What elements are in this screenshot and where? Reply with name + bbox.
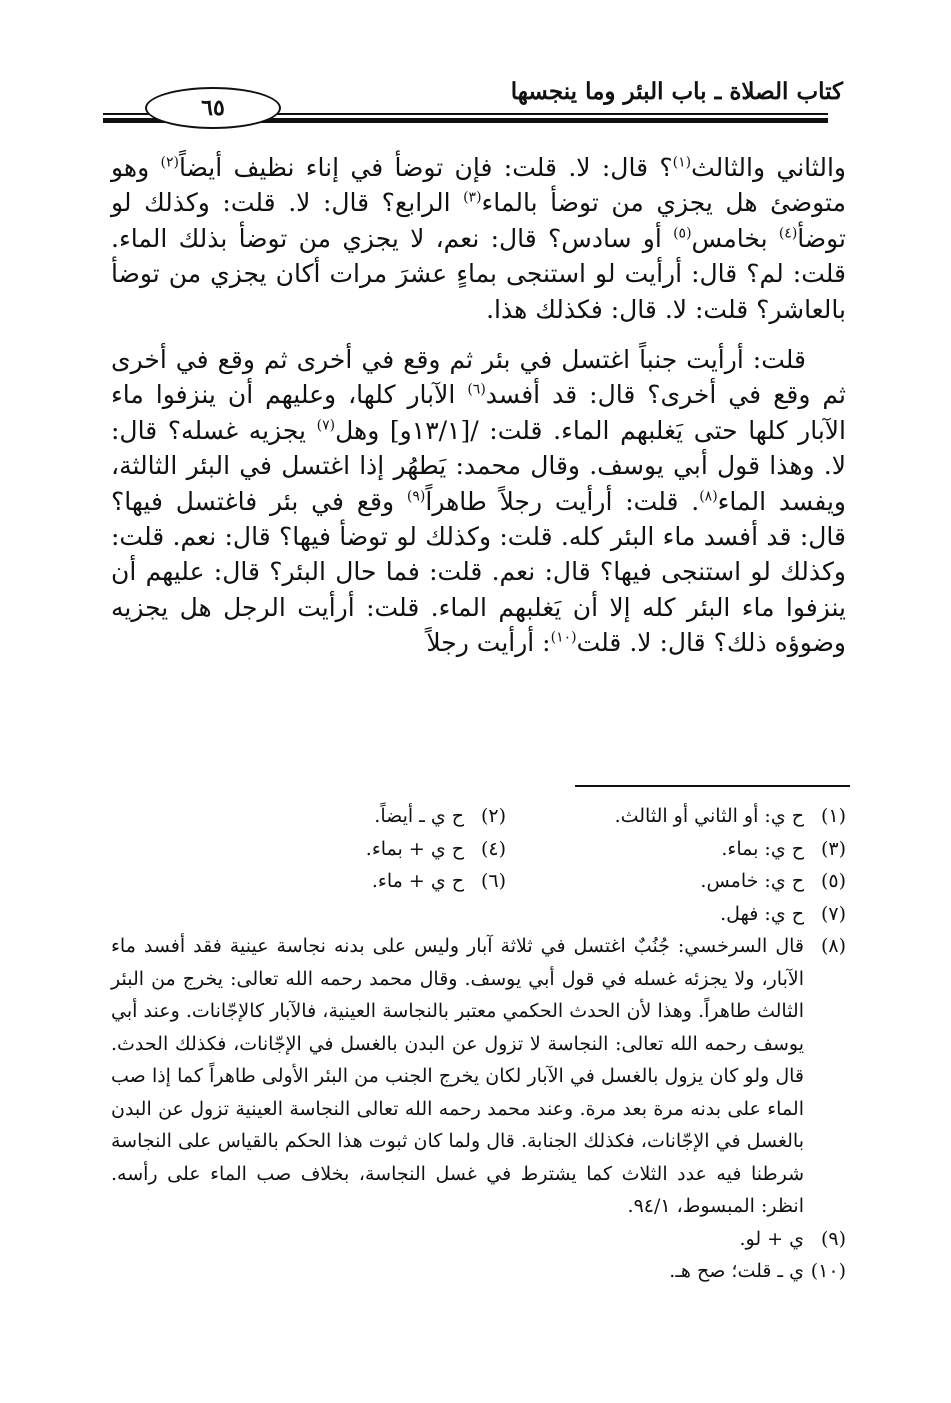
footnote-marker: (٣)	[463, 190, 482, 207]
footnote-marker: (٨)	[699, 488, 718, 505]
footnote-marker: (٦)	[467, 382, 486, 399]
footnote-marker: (١٠)	[550, 629, 577, 646]
text-run: أو سادس؟ قال: نعم، لا يجزي من توضأ بذلك الماء. قلت: لم؟ قال: أرأيت لو استنجى بماءٍ عشرَ مرات أكان يجزي من توضأ بالعاشر؟ قلت: لا. قال: فكذلك هذا.	[111, 223, 846, 324]
footnote-5	[506, 865, 846, 898]
footnote-number: (٢)	[480, 805, 506, 827]
text-run: . قلت: أرأيت رجلاً طاهراً	[425, 486, 700, 516]
footnote-row	[111, 865, 846, 898]
header-rule	[103, 86, 828, 128]
footnote-text: ح ي ـ أيضاً.	[374, 805, 464, 827]
text-run: الآبار كلها، وعليهم أن ينزفوا ماء الآبار كلها حتى يَغلبهم الماء. قلت: /[١٣/١و] وهل	[111, 380, 846, 445]
footnote-text: ح ي: فهل.	[720, 902, 804, 925]
footnote-marker: (٩)	[406, 488, 426, 505]
footnote-6	[166, 865, 506, 898]
footnote-number: (٦)	[480, 870, 506, 892]
footnote-separator	[575, 785, 850, 787]
page-number: ٦٥	[145, 87, 281, 129]
footnote-text: ي ـ قلت؛ صح هـ.	[669, 1260, 804, 1282]
text-run: بخامس	[691, 223, 779, 253]
footnote-number: (٧)	[820, 902, 846, 925]
text-run: وهو متوضئ هل يجزي من توضأ بالماء	[111, 153, 846, 218]
footnote-4	[166, 833, 506, 866]
footnote-marker: (٢)	[160, 154, 179, 171]
footnote-marker: (٥)	[673, 225, 692, 242]
footnote-row	[111, 833, 846, 866]
footnote-number: (٣)	[820, 837, 846, 860]
footnote-2	[166, 800, 506, 833]
footnote-1	[506, 800, 846, 833]
main-text	[111, 150, 846, 661]
footnote-text: ح ي: أو الثاني أو الثالث.	[614, 805, 804, 827]
footnote-marker: (٧)	[316, 417, 336, 434]
footnote-9	[111, 1223, 846, 1256]
text-run: وقع في بئر فاغتسل فيها؟ قال: قد أفسد ماء البئر كله. قلت: وكذلك لو توضأ فيها؟ قال: نعم. قلت: وكذلك لو استنجى فيها؟ قال: نعم. قلت: فما حال البئر؟ قال: عليهم أن ينزفوا ماء البئر كله إلا أن يَغلبهم الماء. قلت: أرأيت الرجل هل يجزيه وضوؤه ذلك؟ قال: لا. قلت	[111, 486, 846, 658]
paragraph-2	[111, 342, 846, 661]
footnote-text: ي + لو.	[739, 1227, 804, 1250]
footnote-row	[111, 800, 846, 833]
text-run: : أرأيت رجلاً	[426, 628, 551, 658]
footnote-marker: (١)	[672, 154, 692, 171]
running-header-title: كتاب الصلاة ـ باب البئر وما ينجسها	[510, 78, 843, 105]
footnote-number: (٤)	[480, 837, 506, 860]
text-run: الرابع؟ قال: لا. قلت: وكذلك لو توضأ	[111, 188, 846, 253]
footnote-number: (٨)	[820, 935, 846, 957]
footnote-8	[111, 930, 846, 1223]
footnote-number: (٥)	[820, 870, 846, 892]
footnotes	[111, 800, 846, 1288]
footnote-text: قال السرخسي: جُنُبٌ اغتسل في ثلاثة آبار وليس على بدنه نجاسة عينية فقد أفسد ماء الآبار، ولا يجزئه غسله في قول أبي يوسف. وقال محمد رحمه الله تعالى: يخرج من البئر الثالث طاهراً. وهذا لأن الحدث الحكمي معتبر بالنجاسة العينية، فالآبار كالإجّانات. وعند أبي يوسف رحمه الله تعالى: النجاسة لا تزول عن البدن بالغسل في الإجّانات، فكذلك الحدث. قال ولو كان يزول بالغسل في الآبار لكان يخرج الجنب من البئر الأولى طاهراً كما إذا صب الماء على بدنه مرة بعد مرة. وعند محمد رحمه الله تعالى النجاسة العينية تزول عن البدن بالغسل في الإجّانات، فكذلك الجنابة. قال ولما كان ثبوت هذا الحكم بالقياس على النجاسة شرطنا فيه عدد الثلاث كما يشترط في غسل النجاسة، بخلاف صب الماء على رأسه. انظر: المبسوط، ٩٤/١.	[111, 935, 804, 1217]
footnote-number: (١)	[820, 805, 846, 827]
text-run: يجزيه غسله؟ قال: لا. وهذا قول أبي يوسف. وقال محمد: يَطهُر إذا اغتسل في البئر الثالثة، ويفسد الماء	[111, 415, 846, 516]
footnote-number: (٩)	[820, 1227, 846, 1250]
text-run: ؟ قال: لا. قلت: فإن توضأ في إناء نظيف أيضاً	[178, 153, 673, 182]
footnote-10	[111, 1255, 846, 1288]
footnote-text: ح ي: بماء.	[721, 837, 804, 860]
footnote-number: (١٠)	[810, 1260, 846, 1282]
footnote-text: ح ي + ماء.	[371, 870, 464, 892]
paragraph-1	[111, 150, 846, 327]
text-run: قلت: أرأيت جنباً اغتسل في بئر ثم وقع في أخرى ثم وقع في أخرى ثم وقع في أخرى؟ قال: قد أفسد	[111, 345, 846, 410]
footnote-marker: (٤)	[778, 225, 798, 242]
footnote-7	[111, 898, 846, 931]
footnote-text: ح ي: خامس.	[700, 870, 804, 892]
text-run: والثاني والثالث	[691, 153, 846, 182]
footnote-text: ح ي + بماء.	[365, 837, 464, 860]
footnote-3	[506, 833, 846, 866]
